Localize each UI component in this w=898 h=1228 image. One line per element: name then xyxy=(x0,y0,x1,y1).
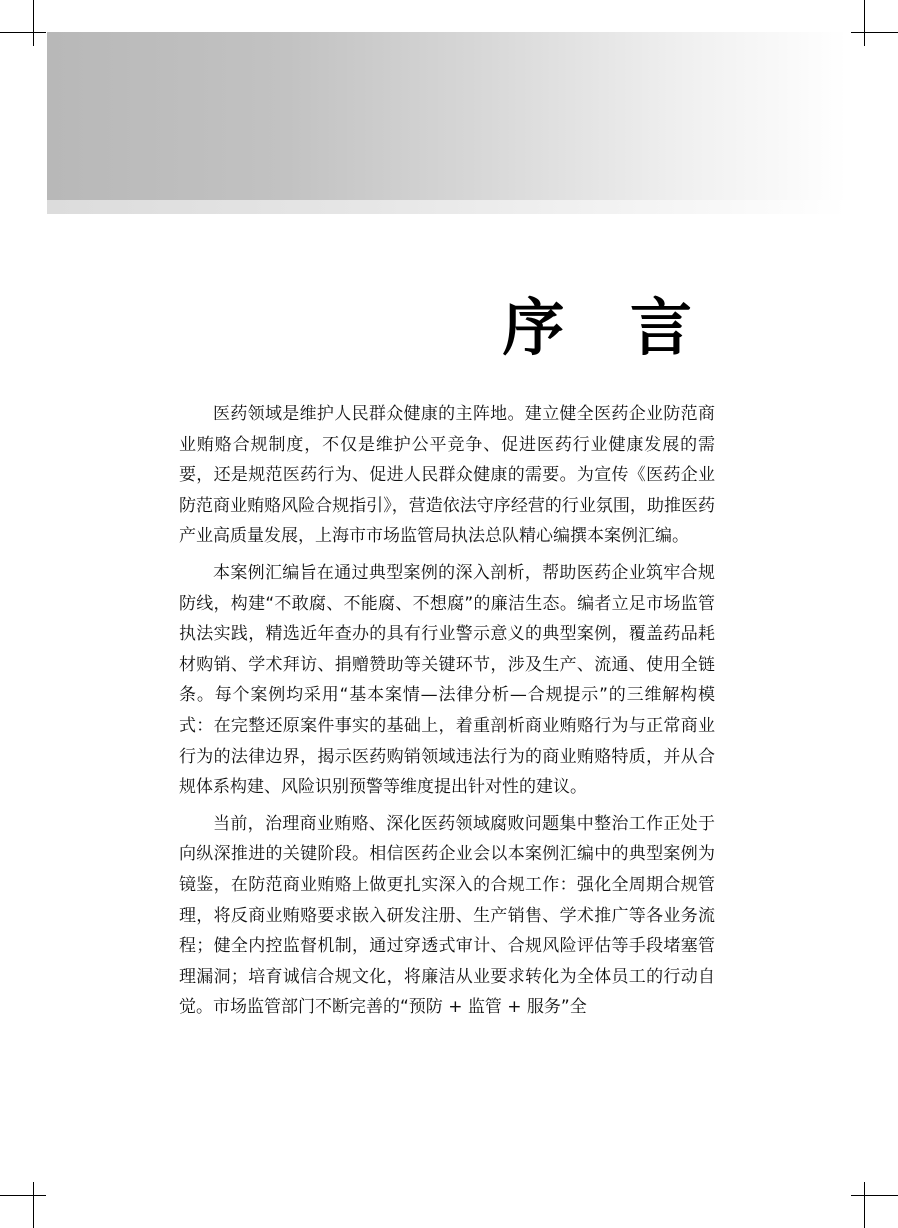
crop-mark-bottom-left-horizontal xyxy=(0,1195,46,1196)
crop-mark-top-right-horizontal xyxy=(851,32,898,33)
crop-mark-top-left-horizontal xyxy=(0,32,46,33)
crop-mark-bottom-right-horizontal xyxy=(851,1195,898,1196)
paragraph: 医药领域是维护人民群众健康的主阵地。建立健全医药企业防范商业贿赂合规制度，不仅是维护公平竞争、促进医药行业健康发展的需要，还是规范医药行为、促进人民群众健康的需要。为宣传《医药企业防范商业贿赂风险合规指引》，营造依法守序经营的行业氛围，助推医药产业高质量发展，上海市市场监管局执法总队精心编撰本案例汇编。 xyxy=(179,404,715,547)
crop-mark-bottom-right-vertical xyxy=(864,1182,865,1228)
paragraph: 当前，治理商业贿赂、深化医药领域腐败问题集中整治工作正处于向纵深推进的关键阶段。相信医药企业会以本案例汇编中的典型案例为镜鉴，在防范商业贿赂上做更扎实深入的合规工作：强化全周期合规管理，将反商业贿赂要求嵌入研发注册、生产销售、学术推广等各业务流程；健全内控监督机制，通过穿透式审计、合规风险评估等手段堵塞管理漏洞；培育诚信合规文化，将廉洁从业要求转化为全体员工的行动自觉。市场监管部门不断完善的“预防 + 监管 + 服务”全 xyxy=(179,813,715,1018)
header-gradient-strip xyxy=(47,200,847,214)
crop-mark-top-left-vertical xyxy=(33,0,34,46)
preface-body xyxy=(179,399,715,1029)
crop-mark-top-right-vertical xyxy=(864,0,865,46)
header-gradient-band xyxy=(47,32,847,200)
crop-mark-bottom-left-vertical xyxy=(33,1182,34,1228)
paragraph: 本案例汇编旨在通过典型案例的深入剖析，帮助医药企业筑牢合规防线，构建“不敢腐、不能腐、不想腐”的廉洁生态。编者立足市场监管执法实践，精选近年查办的具有行业警示意义的典型案例，覆盖药品耗材购销、学术拜访、捐赠赞助等关键环节，涉及生产、流通、使用全链条。每个案例均采用“基本案情—法律分析—合规提示”的三维解构模式：在完整还原案件事实的基础上，着重剖析商业贿赂行为与正常商业行为的法律边界，揭示医药购销领域违法行为的商业贿赂特质，并从合规体系构建、风险识别预警等维度提出针对性的建议。 xyxy=(179,562,715,798)
page-title: 序 言 xyxy=(502,290,714,364)
